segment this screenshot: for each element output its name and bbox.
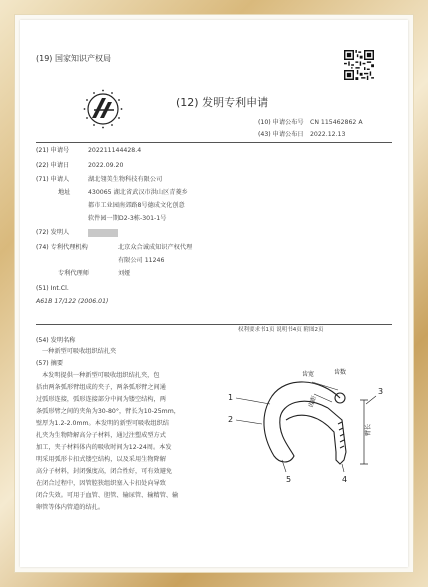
inventor-label: (72) 发明人 — [36, 229, 70, 236]
qr-code — [344, 50, 374, 80]
figure-label: 5 — [286, 475, 292, 484]
abstract-line: 过弧形连接，弧形连接部分中间为镂空结构，两 — [36, 396, 166, 403]
figure-label: 1 — [228, 393, 234, 402]
abstract-line: 明采用弧形卡扣式镂空结构，以及采用生物降解 — [36, 456, 166, 463]
address-label: 地址 — [58, 189, 71, 196]
abstract-line: 在闭合过程中，因管腔狭组织塞入卡扣处向导致 — [36, 480, 166, 487]
invention-title: 一种新型可吸收组织结扎夹 — [42, 348, 117, 355]
application-number: 202211144428.4 — [88, 147, 142, 154]
tooth-count-label: 齿数 — [334, 369, 347, 376]
agent-label: 专利代理师 — [58, 270, 89, 277]
figure-label: 4 — [342, 475, 348, 484]
ipc-label: (51) Int.Cl. — [36, 285, 69, 292]
abstract-line: 壁厚为1.2-2.0mm。本发明的新型可吸收组织结 — [36, 420, 169, 427]
patent-document — [20, 20, 408, 567]
title-label: (54) 发明名称 — [36, 337, 76, 344]
address-line: 430065 湖北省武汉市洪山区青菱乡 — [88, 189, 188, 196]
publication-date: 2022.12.13 — [310, 131, 346, 138]
page-count-info: 权利要求书1页 说明书4页 附图2页 — [238, 327, 324, 333]
header-divider — [36, 142, 392, 143]
ipc-code: A61B 17/122 (2006.01) — [36, 298, 109, 305]
abstract-line: 本发明提供一种新型可吸收组织结扎夹，包 — [42, 372, 160, 379]
agency-label: (74) 专利代理机构 — [36, 244, 88, 251]
applicant: 湖北翎美生物科技有限公司 — [88, 176, 163, 183]
redacted-inventor — [88, 229, 118, 237]
office-name: (19) 国家知识产权局 — [36, 54, 111, 63]
cnipa-logo — [82, 88, 124, 130]
filing-date: 2022.09.20 — [88, 162, 124, 169]
abstract-line: 闭合失效。可用于血管、胆管、输尿管、输精管、输 — [36, 492, 179, 499]
clip-arm-edge — [328, 408, 346, 452]
abstract-line: 扎夹为生物降解高分子材料，通过注塑成型方式 — [36, 432, 166, 439]
address-line: 都市工业园南郊路8号德成文化创意 — [88, 202, 185, 209]
section-divider — [36, 324, 392, 325]
arm-length-label: 臂长 — [365, 423, 372, 436]
abstract-line: 加工，夹子材料体内的吸收时间为12-24周。本发 — [36, 444, 172, 451]
clip-tip — [336, 452, 346, 464]
abstract-figure — [216, 360, 394, 490]
tooth-pitch-label: 齿距 — [307, 394, 318, 409]
agency-line: 有限公司 11246 — [118, 257, 165, 264]
application-number-label: (21) 申请号 — [36, 147, 70, 154]
filing-date-label: (22) 申请日 — [36, 162, 70, 169]
publication-date-label: (43) 申请公布日 — [258, 131, 304, 138]
publication-number: CN 115462862 A — [310, 119, 363, 126]
abstract-line: 条弧形臂之间的夹角为30-80°，臂长为10-25mm， — [36, 408, 180, 415]
abstract-line: 卵管等体内管道的结扎。 — [36, 504, 105, 511]
abstract-label: (57) 摘要 — [36, 360, 64, 367]
agent: 刘娅 — [118, 270, 131, 277]
agency-line: 北京众合诚成知识产权代理 — [118, 244, 193, 251]
document-type: (12) 发明专利申请 — [176, 96, 269, 109]
tooth-width-label: 齿宽 — [302, 371, 315, 378]
publication-number-label: (10) 申请公布号 — [258, 119, 304, 126]
applicant-label: (71) 申请人 — [36, 176, 70, 183]
abstract-line: 高分子材料，封闭强度高，闭合性好，可有效避免 — [36, 468, 173, 475]
clip-inner-arm — [286, 415, 336, 452]
figure-label: 2 — [228, 415, 234, 424]
abstract-line: 括由两条弧形臂组成的夹子，两条弧形臂之间通 — [36, 384, 166, 391]
figure-label: 3 — [378, 387, 384, 396]
address-line: 软件园一期D2-3栋-301-1号 — [88, 215, 167, 222]
clip-outer-arm — [264, 382, 340, 462]
